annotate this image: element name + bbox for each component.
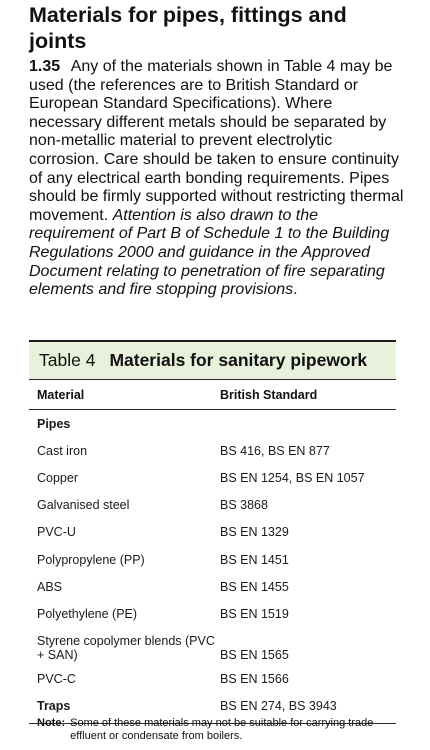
note-label: Note: bbox=[37, 717, 66, 729]
paragraph-text: Any of the materials shown in Table 4 may be used (the references are to British Standard or European Standard Specifications). Where necessary different metals should be separated by non-metallic material to prevent electrolytic corrosion. Care should be taken to ensure continuity of any electrical earth bonding requirements. Pipes should be firmly supported without restricting thermal movement. bbox=[29, 58, 404, 224]
cell-material: ABS bbox=[37, 579, 63, 594]
cell-standard: BS EN 1455 bbox=[220, 579, 289, 594]
cell-material: Galvanised steel bbox=[37, 498, 130, 513]
note-text: Some of these materials may not be suitable for carrying trade effluent or condensate from boilers. bbox=[70, 717, 374, 742]
table-header-row bbox=[29, 379, 396, 410]
paragraph-1-35 bbox=[29, 58, 405, 300]
cell-material: Styrene copolymer blends (PVC + SAN) bbox=[37, 633, 215, 662]
table-title-bar bbox=[29, 340, 396, 379]
cell-material: Cast iron bbox=[37, 443, 88, 458]
cell-standard: BS EN 1254, BS EN 1057 bbox=[220, 470, 365, 485]
cell-material: PVC-U bbox=[37, 525, 76, 540]
cell-standard: BS 416, BS EN 877 bbox=[220, 443, 330, 458]
cell-standard: BS EN 1566 bbox=[220, 672, 289, 687]
cell-standard: BS EN 1329 bbox=[220, 525, 289, 540]
paragraph-attention-text: Attention is also drawn to the requirement of Part B of Schedule 1 to the Building Regulations 2000 and guidance in the Approved Document relating to penetration of fire separating elements and fire stopping provisions bbox=[29, 206, 390, 299]
materials-table bbox=[29, 340, 396, 724]
table-note bbox=[37, 717, 392, 743]
cell-material: Traps bbox=[37, 699, 71, 714]
cell-standard: BS EN 1451 bbox=[220, 552, 289, 567]
table-row bbox=[29, 666, 396, 693]
paragraph-end: . bbox=[293, 281, 298, 299]
column-header-material: Material bbox=[37, 387, 85, 402]
cell-material: PVC-C bbox=[37, 672, 76, 687]
cell-material: Polypropylene (PP) bbox=[37, 552, 145, 567]
table-title: Materials for sanitary pipework bbox=[109, 350, 368, 370]
table-row-traps bbox=[29, 693, 396, 720]
table-row bbox=[29, 573, 396, 600]
table-row bbox=[29, 600, 396, 627]
cell-material: Polyethylene (PE) bbox=[37, 606, 138, 621]
cell-standard: BS EN 274, BS 3943 bbox=[220, 699, 337, 714]
table-row bbox=[29, 492, 396, 519]
table-row bbox=[29, 628, 396, 666]
table-row-pipes bbox=[29, 410, 396, 437]
cell-material: Pipes bbox=[37, 416, 71, 431]
table-number: Table 4 bbox=[39, 350, 96, 370]
cell-material: Copper bbox=[37, 470, 78, 485]
table-row bbox=[29, 464, 396, 491]
section-heading: Materials for pipes, fittings and joints bbox=[29, 3, 347, 53]
cell-standard: BS 3868 bbox=[220, 498, 268, 513]
cell-standard: BS EN 1565 bbox=[220, 647, 289, 662]
cell-standard: BS EN 1519 bbox=[220, 606, 289, 621]
table-row bbox=[29, 546, 396, 573]
table-row bbox=[29, 437, 396, 464]
table-row bbox=[29, 519, 396, 546]
paragraph-number: 1.35 bbox=[29, 58, 61, 75]
column-header-standard: British Standard bbox=[220, 387, 318, 402]
